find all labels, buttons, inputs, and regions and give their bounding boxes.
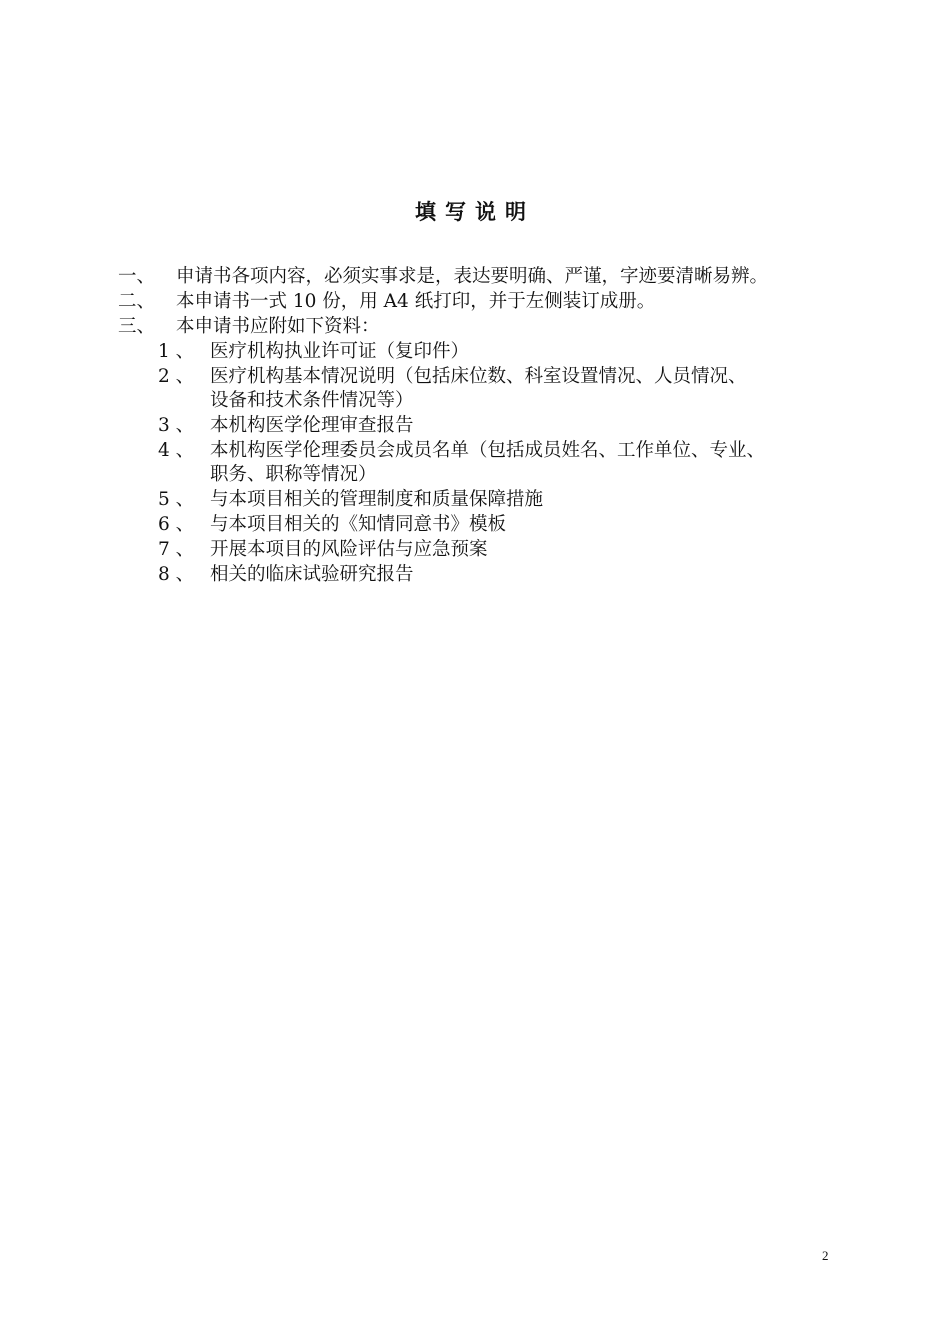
attachment-text: 相关的临床试验研究报告 — [210, 564, 414, 585]
attachment-text: 开展本项目的风险评估与应急预案 — [210, 539, 488, 560]
section-text: 本申请书一式 10 份，用 A4 纸打印，并于左侧装订成册。 — [176, 291, 656, 312]
attachment-text-continued: 职务、职称等情况） — [210, 464, 377, 485]
attachment-number: 8 、 — [158, 564, 195, 585]
attachment-number: 3 、 — [158, 415, 195, 436]
attachment-number: 5 、 — [158, 489, 195, 510]
attachment-number: 6 、 — [158, 514, 195, 535]
attachment-number: 4 、 — [158, 440, 195, 461]
attachment-number: 1 、 — [158, 341, 195, 362]
attachment-number: 2 、 — [158, 366, 195, 387]
attachment-text: 医疗机构执业许可证（复印件） — [210, 341, 470, 362]
attachment-number: 7 、 — [158, 539, 195, 560]
attachment-text: 本机构医学伦理委员会成员名单（包括成员姓名、工作单位、专业、 — [210, 440, 766, 461]
section-text: 本申请书应附如下资料： — [176, 316, 380, 337]
page-title: 填写说明 — [415, 200, 535, 224]
attachment-text: 与本项目相关的管理制度和质量保障措施 — [210, 489, 544, 510]
attachment-text: 医疗机构基本情况说明（包括床位数、科室设置情况、人员情况、 — [210, 366, 747, 387]
section-number: 二、 — [118, 291, 156, 312]
section-text: 申请书各项内容，必须实事求是，表达要明确、严谨，字迹要清晰易辨。 — [176, 266, 769, 287]
attachment-text-continued: 设备和技术条件情况等） — [210, 390, 414, 411]
page-number: 2 — [822, 1248, 829, 1263]
section-number: 三、 — [118, 316, 156, 337]
attachment-text: 本机构医学伦理审查报告 — [210, 415, 414, 436]
attachment-text: 与本项目相关的《知情同意书》模板 — [210, 514, 507, 535]
section-number: 一、 — [118, 266, 156, 287]
